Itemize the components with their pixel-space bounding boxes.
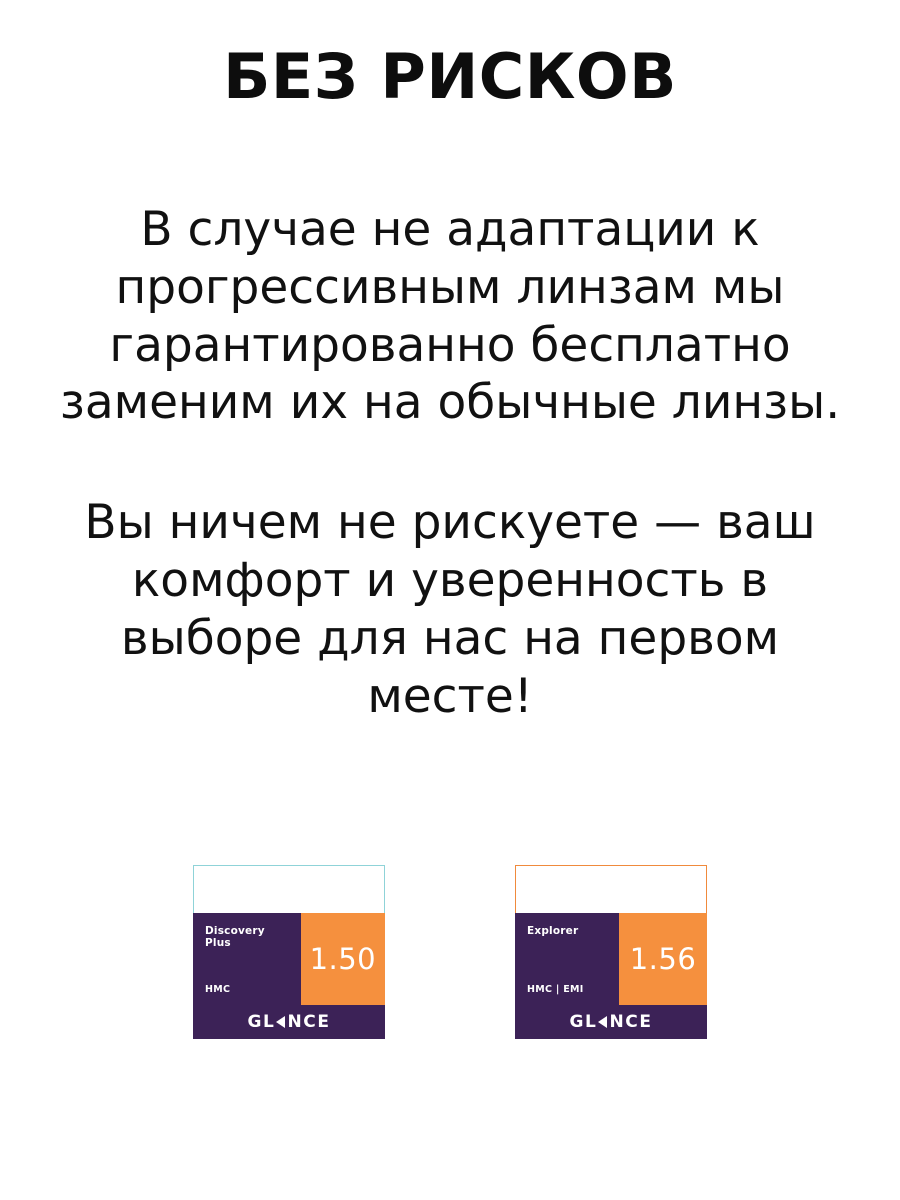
card-body	[193, 913, 385, 1005]
lens-name: Explorer	[527, 925, 579, 937]
product-cards	[0, 865, 900, 1039]
lens-card-discovery-plus	[193, 865, 385, 1039]
brand-triangle-icon	[598, 1016, 607, 1028]
page-title: БЕЗ РИСКОВ	[223, 40, 677, 113]
card-body	[515, 913, 707, 1005]
card-footer	[193, 1005, 385, 1039]
paragraph-reassurance: Вы ничем не рискуете — ваш комфорт и уверенность в выборе для нас на первом месте!	[84, 495, 816, 724]
body-text	[50, 201, 850, 725]
brand-suffix: NCE	[609, 1012, 653, 1032]
brand-logo	[569, 1012, 652, 1032]
lens-name: Discovery Plus	[205, 925, 265, 950]
lens-coating: HMC | EMI	[527, 984, 584, 995]
card-footer	[515, 1005, 707, 1039]
card-info	[193, 913, 301, 1005]
paragraph-guarantee: В случае не адаптации к прогрессивным линзам мы гарантированно бесплатно заменим их на обычные линзы.	[59, 202, 841, 431]
brand-logo	[247, 1012, 330, 1032]
lens-card-explorer	[515, 865, 707, 1039]
lens-index: 1.56	[619, 913, 707, 1005]
card-top-strip	[515, 865, 707, 913]
card-top-strip	[193, 865, 385, 913]
card-info	[515, 913, 619, 1005]
brand-triangle-icon	[276, 1016, 285, 1028]
brand-suffix: NCE	[287, 1012, 331, 1032]
brand-prefix: GL	[569, 1012, 598, 1032]
lens-coating: HMC	[205, 984, 231, 995]
brand-prefix: GL	[247, 1012, 276, 1032]
lens-index: 1.50	[301, 913, 385, 1005]
